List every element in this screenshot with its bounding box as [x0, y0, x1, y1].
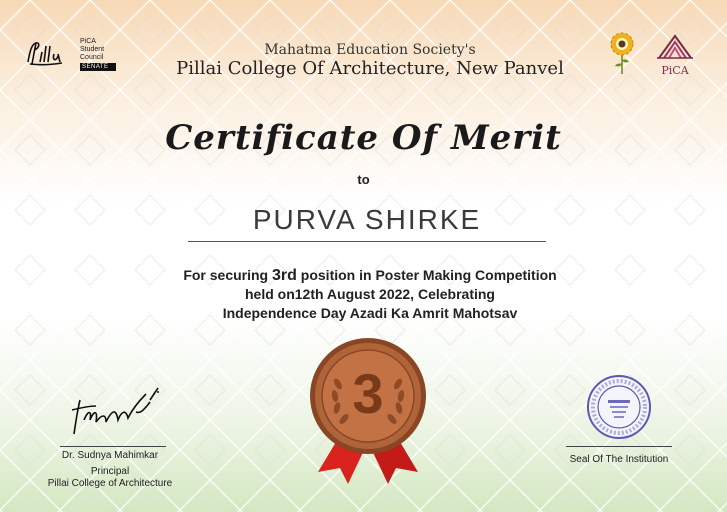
- seal-line: [566, 446, 672, 447]
- college-name: Pillai College Of Architecture, New Panvel: [176, 58, 564, 79]
- society-name: Mahatma Education Society's: [264, 42, 476, 58]
- description: [120, 266, 620, 323]
- certificate-title: Certificate Of Merit: [165, 118, 562, 158]
- medal-number: 3: [352, 362, 384, 425]
- flower-emblem-icon: [607, 30, 637, 76]
- signatory-name: Dr. Sudnya Mahimkar: [61, 450, 159, 461]
- pica-logo-text: PiCA: [661, 64, 689, 77]
- rank-text: 3rd: [272, 267, 297, 284]
- description-line-1-post: position in Poster Making Competition: [296, 267, 557, 283]
- to-label: to: [357, 172, 370, 187]
- signatory-org: Pillai College of Architecture: [47, 478, 173, 489]
- seal-label: Seal Of The Institution: [569, 454, 669, 465]
- description-line-1-pre: For securing: [183, 267, 272, 283]
- council-line-1: PiCA: [80, 38, 96, 45]
- pillai-logo: [22, 38, 66, 68]
- signature-line: [60, 446, 166, 447]
- pica-logo: [655, 30, 695, 77]
- council-line-2: Student: [80, 46, 105, 53]
- signatory-block: [20, 450, 200, 490]
- student-council-logo: [80, 38, 116, 71]
- description-line-2: held on12th August 2022, Celebrating: [245, 286, 495, 302]
- description-line-1: [120, 266, 620, 285]
- description-line-3: Independence Day Azadi Ka Amrit Mahotsav: [222, 305, 518, 321]
- recipient-underline: [188, 241, 546, 242]
- institution-seal-icon: [586, 374, 652, 440]
- bronze-medal: [308, 334, 428, 486]
- recipient-name: PURVA SHIRKE: [252, 204, 482, 235]
- senate-badge: SENATE: [80, 63, 116, 71]
- council-line-3: Council: [80, 54, 104, 61]
- principal-signature: [66, 380, 166, 440]
- signatory-role: Principal: [90, 466, 130, 477]
